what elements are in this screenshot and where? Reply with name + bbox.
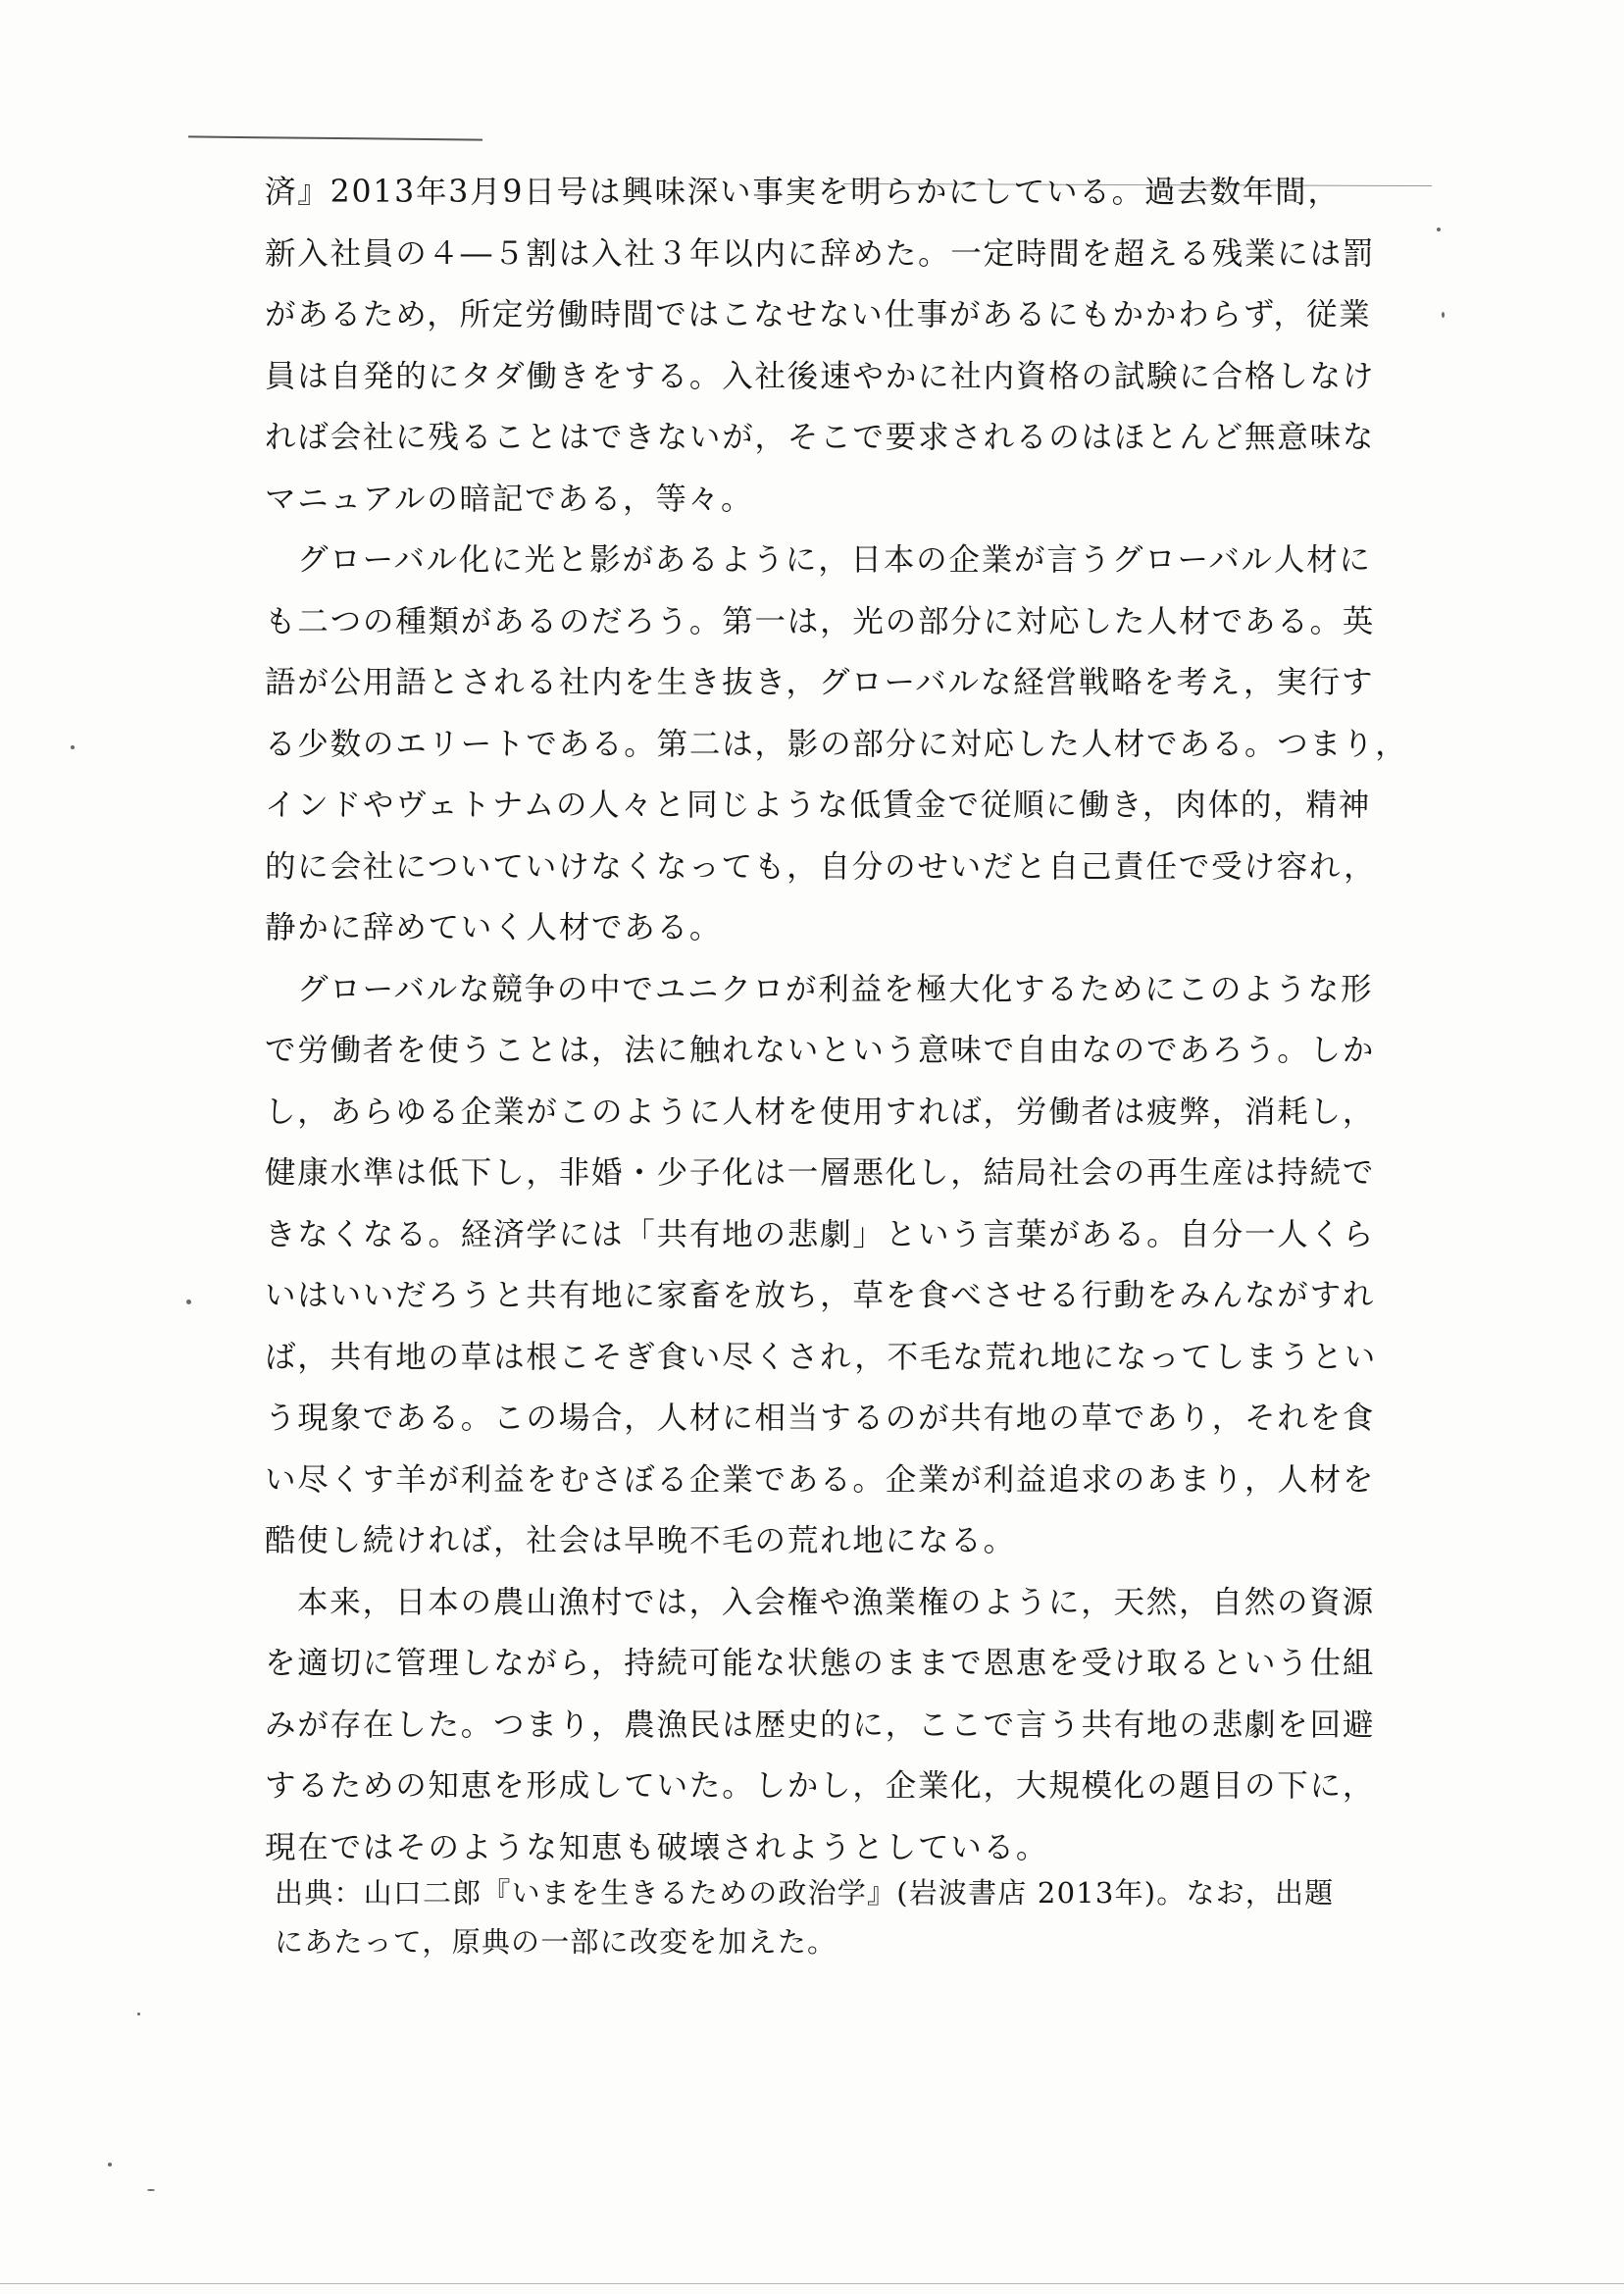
text-line: も二つの種類があるのだろう。第一は，光の部分に対応した人材である。英 xyxy=(265,603,1376,639)
text-line: 静かに辞めていく人材である。 xyxy=(265,910,723,945)
scan-speck xyxy=(1437,228,1441,231)
text-line: グローバル化に光と影があるように，日本の企業が言うグローバル人材に xyxy=(297,542,1372,578)
scan-speck xyxy=(108,2163,112,2167)
text-line: みが存在した。つまり，農漁民は歴史的に，ここで言う共有地の悲劇を回避 xyxy=(265,1707,1376,1743)
text-line: きなくなる。経済学には「共有地の悲劇」という言葉がある。自分一人くら xyxy=(265,1216,1376,1252)
scan-artifact-rule xyxy=(188,135,482,140)
source-citation xyxy=(275,1868,1432,1966)
scan-speck xyxy=(137,2013,140,2015)
text-line: い尽くす羊が利益をむさぼる企業である。企業が利益追求のあまり，人材を xyxy=(265,1461,1376,1498)
text-line: インドやヴェトナムの人々と同じような低賃金で従順に働き，肉体的，精神 xyxy=(265,788,1372,823)
text-line: いはいいだろうと共有地に家畜を放ち，草を食べさせる行動をみんながすれ xyxy=(265,1278,1376,1313)
scan-edge xyxy=(0,2283,1624,2284)
body-text xyxy=(265,162,1451,1878)
text-line: 済』2013年3月9日号は興味深い事実を明らかにしている。過去数年間， xyxy=(265,175,1341,210)
scan-speck xyxy=(147,2189,155,2191)
scan-speck xyxy=(1442,312,1445,318)
scan-speck xyxy=(71,745,75,749)
text-line: れば会社に残ることはできないが，そこで要求されるのはほとんど無意味な xyxy=(265,420,1376,455)
text-line: 新入社員の４―５割は入社３年以内に辞めた。一定時間を超える残業には罰 xyxy=(265,235,1376,272)
text-line: で労働者を使うことは，法に触れないという意味で自由なのであろう。しか xyxy=(265,1033,1376,1068)
text-line: る少数のエリートである。第二は，影の部分に対応した人材である。つまり， xyxy=(265,726,1408,762)
text-line: マニュアルの暗記である，等々。 xyxy=(265,481,754,517)
text-line: 的に会社についていけなくなっても，自分のせいだと自己責任で受け容れ， xyxy=(265,848,1377,885)
paragraph xyxy=(265,162,1451,530)
text-line: 員は自発的にタダ働きをする。入社後速やかに社内資格の試験に合格しなけ xyxy=(265,358,1376,394)
paragraph xyxy=(265,530,1451,959)
text-line: 現在ではそのような知恵も破壊されようとしている。 xyxy=(265,1829,1049,1865)
text-line: を適切に管理しながら，持続可能な状態のままで恩恵を受け取るという仕組 xyxy=(265,1646,1376,1681)
text-line: 健康水準は低下し，非婚・少子化は一層悪化し，結局社会の再生産は持続で xyxy=(265,1155,1376,1191)
source-line: にあたって，原典の一部に改変を加えた。 xyxy=(275,1925,837,1959)
text-line: う現象である。この場合，人材に相当するのが共有地の草であり，それを食 xyxy=(265,1401,1376,1436)
text-line: し，あらゆる企業がこのように人材を使用すれば，労働者は疲弊，消耗し， xyxy=(265,1094,1376,1130)
text-line: 語が公用語とされる社内を生き抜き，グローバルな経営戦略を考え，実行す xyxy=(265,665,1375,700)
text-line: があるため，所定労働時間ではこなせない仕事があるにもかかわらず，従業 xyxy=(265,297,1372,332)
scan-speck xyxy=(186,1300,191,1304)
paragraph xyxy=(265,1572,1451,1879)
text-line: 本来，日本の農山漁村では，入会権や漁業権のように，天然，自然の資源 xyxy=(297,1584,1375,1620)
source-line: 出典：山口二郎『いまを生きるための政治学』(岩波書店 2013年)。なお，出題 xyxy=(275,1876,1335,1910)
text-line: 酷使し続ければ，社会は早晩不毛の荒れ地になる。 xyxy=(265,1523,1016,1558)
text-line: ば，共有地の草は根こそぎ食い尽くされ，不毛な荒れ地になってしまうとい xyxy=(265,1339,1378,1375)
text-line: するための知恵を形成していた。しかし，企業化，大規模化の題目の下に， xyxy=(265,1768,1376,1804)
text-line: グローバルな競争の中でユニクロが利益を極大化するためにこのような形 xyxy=(297,971,1374,1007)
paragraph xyxy=(265,959,1451,1572)
